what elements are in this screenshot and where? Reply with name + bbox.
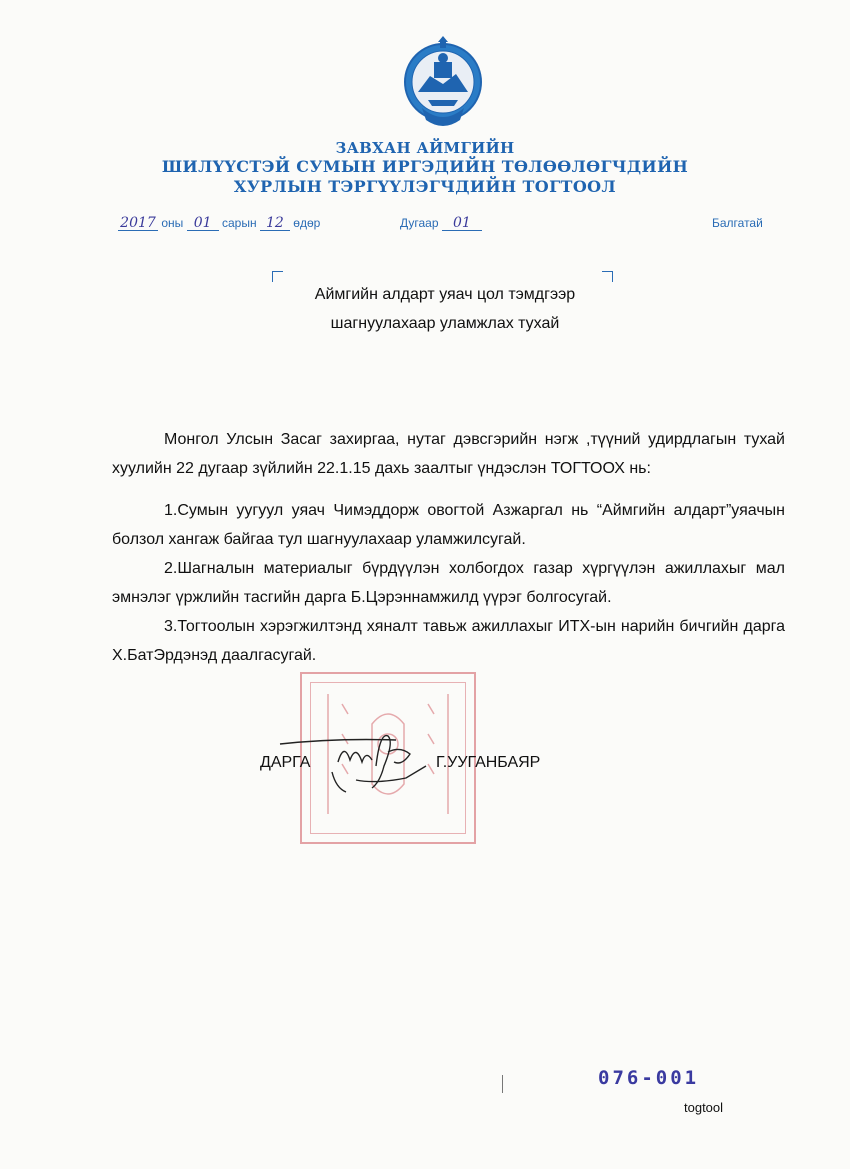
- registration-number: 076-001: [598, 1067, 700, 1089]
- year-value: 2017: [118, 216, 158, 231]
- resolution-item: 2.Шагналын материалыг бүрдүүлэн холбогдох газар хүргүүлэн ажиллахыг мал эмнэлэг үржлийн тасгийн дарга Б.Цэрэннамжилд үүрэг болгосугай.: [112, 560, 785, 606]
- number-label: Дугаар: [400, 216, 439, 230]
- signatory-title: ДАРГА: [260, 754, 311, 771]
- year-suffix: оны: [161, 216, 184, 230]
- resolution-body: [112, 425, 785, 670]
- state-emblem-icon: [400, 34, 486, 134]
- month-suffix: сарын: [221, 216, 257, 230]
- preamble-paragraph: Монгол Улсын Засаг захиргаа, нутаг дэвсгэрийн нэгж ,түүний удирдлагын тухай хуулийн 22 дугаар зүйлийн 22.1.15 дахь заалтыг үндэслэн ТОГТООХ нь:: [112, 431, 785, 477]
- resolution-item: 1.Сумын уугуул уяач Чимэддорж овогтой Азжаргал нь “Аймгийн алдарт”уяачын болзол хангаж байгаа тул шагнуулахаар уламжилсугай.: [112, 502, 785, 548]
- resolution-item: 3.Тогтоолын хэрэгжилтэнд хяналт тавьж ажиллахыг ИТХ-ын нарийн бичгийн дарга Х.БатЭрдэнэд даалгасугай.: [112, 618, 785, 664]
- org-name-line1: ЗАВХАН АЙМГИЙН: [335, 139, 515, 157]
- date-field: [118, 216, 320, 231]
- handwritten-signature: [276, 722, 446, 802]
- subject-line1: Аймгийн алдарт уяач цол тэмдгээр: [314, 286, 576, 303]
- subject-line2: шагнуулахаар уламжлах тухай: [330, 315, 560, 332]
- margin-mark: [502, 1075, 503, 1093]
- day-suffix: өдөр: [293, 216, 321, 230]
- subject-bracket-left: [272, 271, 283, 282]
- day-value: 12: [260, 216, 290, 231]
- number-value: 01: [442, 216, 482, 231]
- document-type-title: ХУРЛЫН ТЭРГҮҮЛЭГЧДИЙН ТОГТООЛ: [233, 177, 617, 196]
- number-field: [400, 216, 482, 231]
- file-label: togtool: [684, 1100, 724, 1115]
- month-value: 01: [187, 216, 219, 231]
- signatory-name: Г.УУГАНБАЯР: [436, 754, 541, 771]
- subject-bracket-right: [602, 271, 613, 282]
- org-name-line2: ШИЛҮҮСТЭЙ СУМЫН ИРГЭДИЙН ТӨЛӨӨЛӨГЧДИЙН: [161, 157, 689, 176]
- place-name: Балгатай: [712, 216, 763, 230]
